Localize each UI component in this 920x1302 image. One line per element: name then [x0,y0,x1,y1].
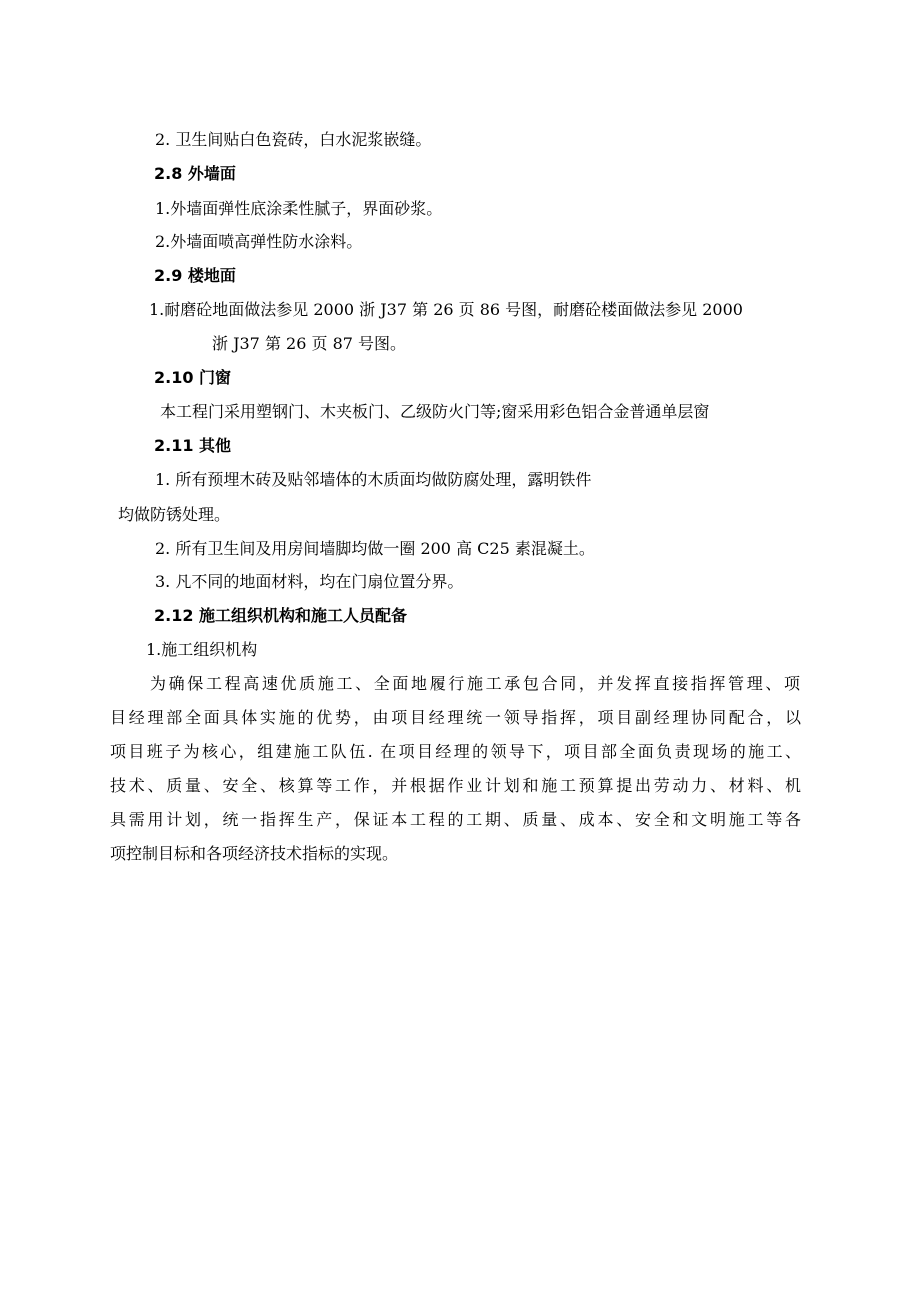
other-item-1-line-1: 1. 所有预埋木砖及贴邻墙体的木质面均做防腐处理，露明铁件 [155,470,592,489]
paragraph-line-2: 目经理部全面具体实施的优势，由项目经理统一领导指挥，项目副经理协同配合，以 [110,708,801,727]
heading-other: 2.11 其他 [154,436,232,455]
organization-subheading: 1.施工组织机构 [146,640,258,659]
heading-floor: 2.9 楼地面 [154,266,236,285]
paragraph-line-6: 项控制目标和各项经济技术指标的实现。 [110,844,399,863]
paragraph-line-4: 技术、质量、安全、核算等工作，并根据作业计划和施工预算提出劳动力、材料、机 [110,776,801,795]
heading-organization: 2.12 施工组织机构和施工人员配备 [154,606,408,625]
other-item-2: 2. 所有卫生间及用房间墙脚均做一圈 200 高 C25 素混凝土。 [155,539,595,558]
doors-windows-text: 本工程门采用塑钢门、木夹板门、乙级防火门等;窗采用彩色铝合金普通单层窗 [160,402,710,421]
floor-item-line-1: 1.耐磨砼地面做法参见 2000 浙 J37 第 26 页 86 号图，耐磨砼楼面做法参见 2000 [149,300,743,319]
paragraph-line-5: 具需用计划，统一指挥生产，保证本工程的工期、质量、成本、安全和文明施工等各 [110,810,801,829]
paragraph-line-1: 为确保工程高速优质施工、全面地履行施工承包合同，并发挥直接指挥管理、项 [150,674,800,693]
other-item-1-line-2: 均做防锈处理。 [118,505,231,524]
exterior-wall-item-1: 1.外墙面弹性底涂柔性腻子，界面砂浆。 [155,199,443,218]
paragraph-line-3: 项目班子为核心，组建施工队伍. 在项目经理的领导下，项目部全面负责现场的施工、 [110,742,801,761]
exterior-wall-item-2: 2.外墙面喷高弹性防水涂料。 [155,232,363,251]
floor-item-line-2: 浙 J37 第 26 页 87 号图。 [212,334,407,353]
other-item-3: 3. 凡不同的地面材料，均在门扇位置分界。 [155,572,464,591]
heading-doors-windows: 2.10 门窗 [154,368,232,387]
heading-exterior-wall: 2.8 外墙面 [154,164,236,183]
toilet-tile-item: 2. 卫生间贴白色瓷砖，白水泥浆嵌缝。 [155,130,432,149]
